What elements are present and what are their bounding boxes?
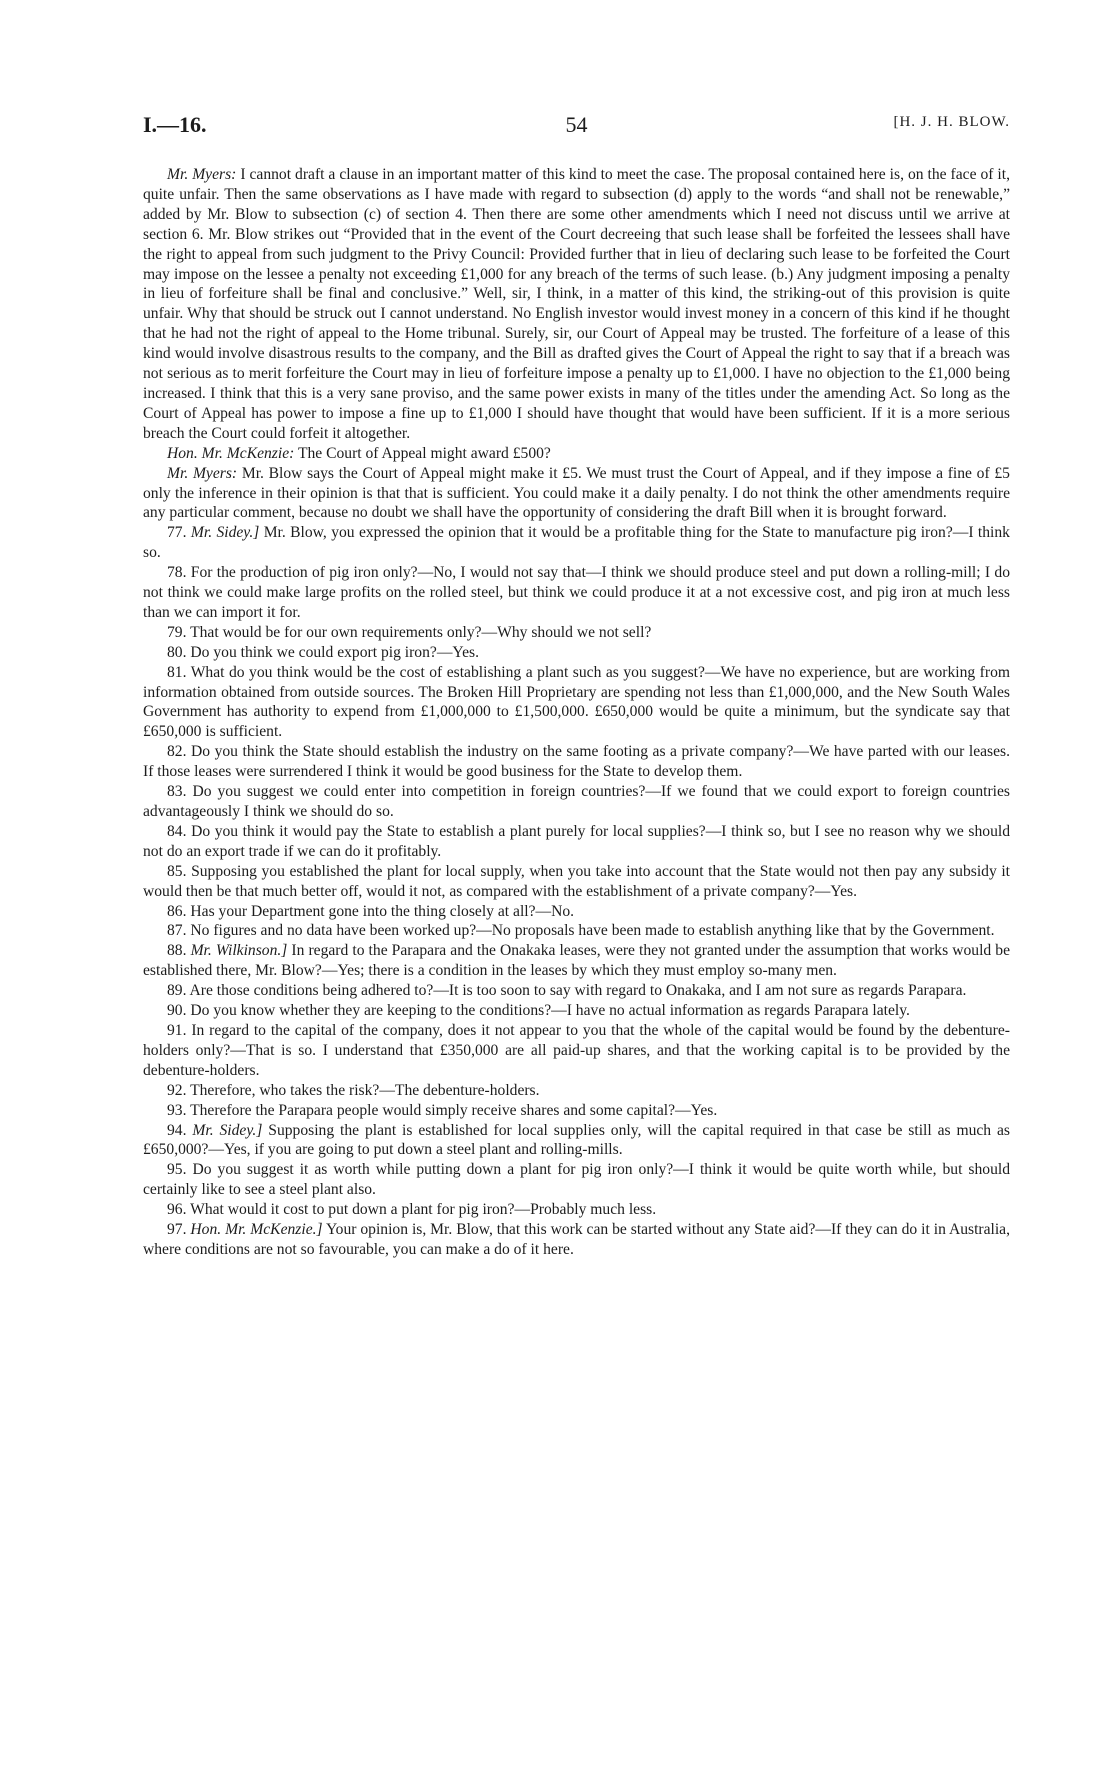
- speaker-name: Mr. Wilkinson.]: [190, 942, 288, 960]
- paragraph: [143, 1200, 1010, 1220]
- paragraph-text: In regard to the Parapara and the Onakaka leases, were they not granted under the assumption that works would be established there, Mr. Blow?—Yes; there is a condition in the leases by which they must employ so-many men.: [143, 942, 1010, 980]
- paragraph-text: 82. Do you think the State should establish the industry on the same footing as a private company?—We have parted with our leases. If those leases were surrendered I think it would be good business for the State to develop them.: [143, 743, 1010, 781]
- paragraph-text: 95. Do you suggest it as worth while putting down a plant for pig iron only?—I think it would be quite worth while, but should certainly like to see a steel plant also.: [143, 1161, 1010, 1199]
- question-number: 94.: [167, 1121, 193, 1139]
- page-number: 54: [565, 112, 588, 137]
- speaker-name: Mr. Myers:: [167, 464, 238, 482]
- page-header: [143, 112, 1010, 142]
- witness-name: [H. J. H. BLOW.: [893, 114, 1010, 130]
- paragraph-text: 81. What do you think would be the cost of establishing a plant such as you suggest?—We have no experience, but are working from information obtained from outside sources. The Broken Hill Proprietary are spending not less than £1,000,000, and the New South Wales Government has authority to expend from £1,000,000 to £1,500,000. £650,000 would be quite a minimum, but the syndicate say that £650,000 is sufficient.: [143, 663, 1010, 741]
- paragraph-text: 78. For the production of pig iron only?—No, I would not say that—I think we should produce steel and put down a rolling-mill; I do not think we could make large profits on the rolled steel, but think we could produce it at a not excessive cost, and pig iron at much less than we can import it for.: [143, 564, 1010, 621]
- paragraph: [143, 464, 1010, 524]
- question-number: 88.: [167, 942, 191, 960]
- paragraph-text: Supposing the plant is established for local supplies only, will the capital required in that case be still as much as £650,000?—Yes, if you are going to put down a steel plant and rolling-mills.: [143, 1121, 1010, 1159]
- paragraph: [143, 921, 1010, 941]
- paragraph: [143, 1021, 1010, 1081]
- paragraph: [143, 663, 1010, 743]
- paragraph-text: 85. Supposing you established the plant for local supply, when you take into account that the State would not then pay any subsidy it would then be that much better off, would it not, as compared with the establishment of a private company?—Yes.: [143, 862, 1010, 900]
- paragraph-text: 87. No figures and no data have been worked up?—No proposals have been made to establish anything like that by the Government.: [167, 922, 995, 940]
- paragraph-text: Mr. Blow, you expressed the opinion that it would be a profitable thing for the State to manufacture pig iron?—I think so.: [143, 524, 1010, 562]
- paragraph-text: The Court of Appeal might award £500?: [294, 444, 551, 462]
- paragraph-text: Your opinion is, Mr. Blow, that this work can be started without any State aid?—If they can do it in Australia, where conditions are not so favourable, you can make a do of it here.: [143, 1221, 1010, 1258]
- paragraph-text: I cannot draft a clause in an important matter of this kind to meet the case. The proposal contained here is, on the face of it, quite unfair. Then the same observations as I have made with regard to subsection (d) apply to the words “and shall not be renewable,” added by Mr. Blow to subsection (c) of section 4. Then there are some other amendments which I need not discuss until we arrive at section 6. Mr. Blow strikes out “Provided that in the event of the Court decreeing that such lease shall be forfeited the lessees shall have the right to appeal from such judgment to the Privy Council: Provided further that in lieu of declaring such lease to be forfeited the Court may impose on the lessee a penalty not exceeding £1,000 for any breach of the terms of such lease. (b.) Any judgment imposing a penalty in lieu of forfeiture shall be final and conclusive.” Well, sir, I think, in a matter of this kind, the striking-out of this provision is quite unfair. Why that should be struck out I cannot understand. No English investor would invest money in a concern of this kind if he thought that he had not the right of appeal to the Home tribunal. Surely, sir, our Court of Appeal may be trusted. The forfeiture of a lease of this kind would involve disastrous results to the company, and the Bill as drafted gives the Court of Appeal the right to say that if a breach was not serious as to merit forfeiture the Court may in lieu of forfeiture impose a penalty up to £1,000. I have no objection to the £1,000 being increased. I think that this is a very sane proviso, and the same power exists in many of the titles under the amending Act. So long as the Court of Appeal has power to impose a fine up to £1,000 I should have thought that would have been sufficient. If it is a more serious breach the Court could forfeit it altogether.: [143, 166, 1010, 442]
- speaker-name: Hon. Mr. McKenzie.]: [190, 1221, 323, 1239]
- paragraph: [143, 742, 1010, 782]
- paragraph: [143, 165, 1010, 444]
- paragraph: [143, 1121, 1010, 1161]
- speaker-name: Mr. Sidey.]: [190, 524, 260, 542]
- paragraph-text: 93. Therefore the Parapara people would simply receive shares and some capital?—Yes.: [167, 1101, 718, 1119]
- paper-reference: I.—16.: [143, 112, 207, 137]
- question-number: 97.: [167, 1221, 191, 1239]
- paragraph: [143, 862, 1010, 902]
- paragraph: [143, 1081, 1010, 1101]
- paragraph-text: 89. Are those conditions being adhered to?—It is too soon to say with regard to Onakaka, and I am not sure as regards Parapara.: [167, 982, 967, 1000]
- evidence-text: [143, 165, 1010, 1260]
- paragraph: [143, 643, 1010, 663]
- paragraph: [143, 1220, 1010, 1260]
- question-number: 77.: [167, 524, 191, 542]
- paragraph: [143, 563, 1010, 623]
- paragraph: [143, 444, 1010, 464]
- paragraph: [143, 941, 1010, 981]
- paragraph: [143, 523, 1010, 563]
- paragraph: [143, 1101, 1010, 1121]
- paragraph-text: 79. That would be for our own requirements only?—Why should we not sell?: [167, 623, 652, 641]
- paragraph-text: 84. Do you think it would pay the State to establish a plant purely for local supplies?—I think so, but I see no reason why we should not do an export trade if we can do it profitably.: [143, 822, 1010, 860]
- paragraph: [143, 902, 1010, 922]
- paragraph-text: 92. Therefore, who takes the risk?—The debenture-holders.: [167, 1081, 540, 1099]
- paragraph-text: 80. Do you think we could export pig iron?—Yes.: [167, 643, 479, 661]
- paragraph-text: 83. Do you suggest we could enter into competition in foreign countries?—If we found that we could export to foreign countries advantageously I think we should do so.: [143, 783, 1010, 820]
- speaker-name: Mr. Myers:: [167, 166, 237, 183]
- paragraph: [143, 1001, 1010, 1021]
- speaker-name: Mr. Sidey.]: [192, 1121, 263, 1139]
- paragraph-text: 90. Do you know whether they are keeping to the conditions?—I have no actual information as regards Parapara lately.: [167, 1002, 910, 1020]
- speaker-name: Hon. Mr. McKenzie:: [167, 444, 295, 462]
- paragraph-text: 91. In regard to the capital of the company, does it not appear to you that the whole of the capital would be found by the debenture-holders only?—That is so. I understand that £350,000 are all paid-up shares, and that the working capital is to be provided by the debenture-holders.: [143, 1021, 1010, 1079]
- paragraph-text: Mr. Blow says the Court of Appeal might make it £5. We must trust the Court of Appeal, and if they impose a fine of £5 only the inference in their opinion is that that is sufficient. You could make it a daily penalty. I do not think the other amendments require any particular comment, because no doubt we shall have the opportunity of considering the draft Bill when it is brought forward.: [143, 464, 1010, 522]
- paragraph: [143, 981, 1010, 1001]
- paragraph: [143, 623, 1010, 643]
- paragraph: [143, 822, 1010, 862]
- paragraph-text: 96. What would it cost to put down a plant for pig iron?—Probably much less.: [167, 1201, 657, 1219]
- paragraph-text: 86. Has your Department gone into the thing closely at all?—No.: [167, 902, 575, 920]
- paragraph: [143, 1160, 1010, 1200]
- paragraph: [143, 782, 1010, 822]
